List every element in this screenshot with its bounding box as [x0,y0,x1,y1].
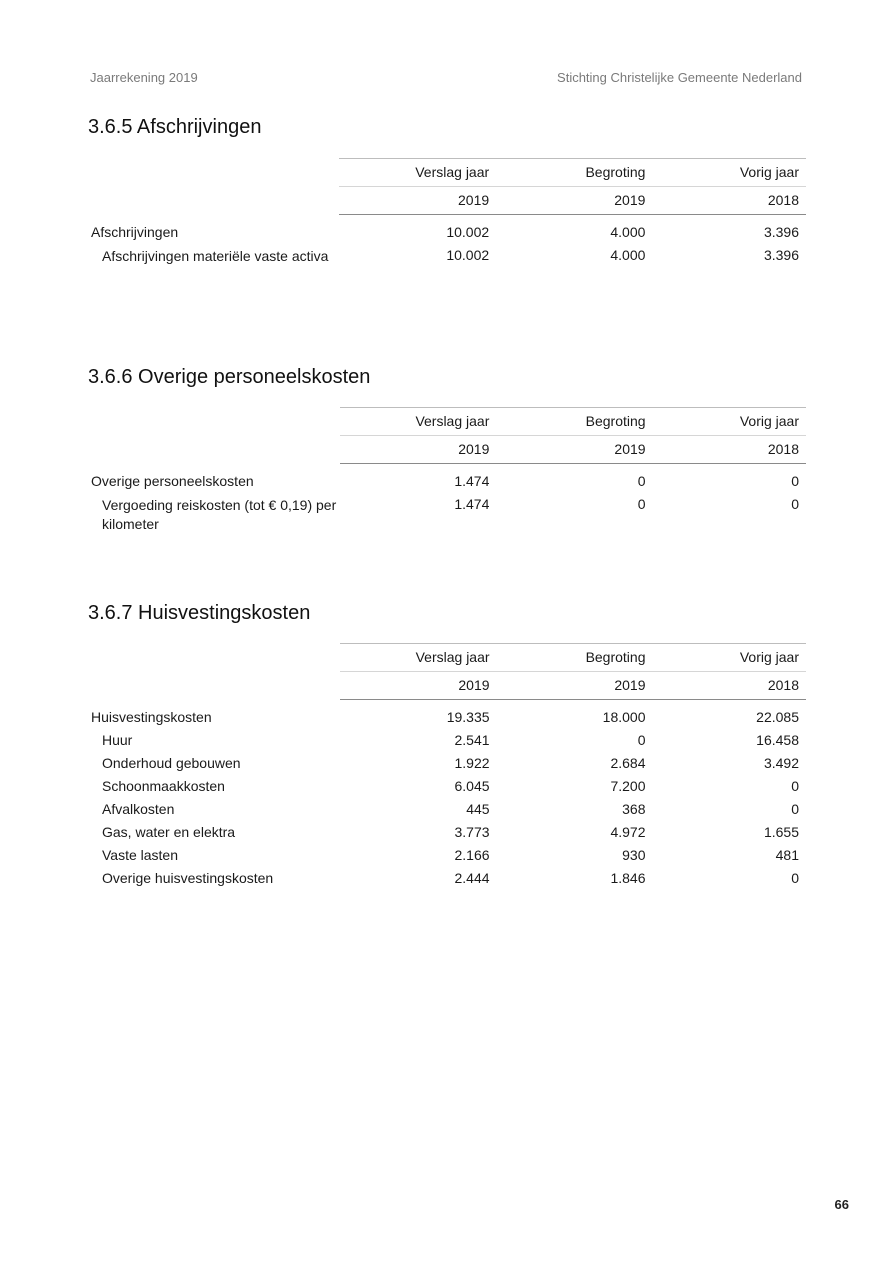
running-header-left: Jaarrekening 2019 [90,70,198,85]
cell-begroting: 7.200 [610,778,646,794]
cell-vorig-jaar: 3.396 [763,247,799,263]
table-row-total [88,709,806,732]
cell-begroting: 18.000 [602,709,646,725]
table-row [88,732,806,755]
row-label: Afvalkosten [102,801,175,817]
cell-begroting: 4.000 [610,224,646,240]
table-row [88,778,806,801]
row-label: Onderhoud gebouwen [102,755,241,771]
row-label: Gas, water en elektra [102,824,236,840]
row-label: Vaste lasten [102,847,179,863]
col-year-2: 2019 [497,672,653,700]
cell-begroting: 368 [622,801,646,817]
table-row [88,755,806,778]
table-year-row [88,672,806,700]
cell-verslag-jaar: 445 [466,801,490,817]
table-row [88,496,806,534]
section-title: 3.6.6 Overige personeelskosten [88,366,371,388]
table-header-row [88,408,806,436]
table-row [88,847,806,870]
table-year-row [88,187,806,215]
table-row-total [88,473,806,496]
col-header-vorig-jaar: Vorig jaar [653,644,807,672]
cell-begroting: 1.846 [610,870,646,886]
cell-vorig-jaar: 0 [791,778,799,794]
cell-vorig-jaar: 22.085 [756,709,799,725]
col-year-1: 2019 [340,672,496,700]
section-huisvestingskosten [88,602,806,886]
cell-verslag-jaar: 6.045 [454,778,490,794]
row-label: Afschrijvingen materiële vaste activa [102,248,329,264]
col-year-2: 2019 [496,187,652,215]
cell-vorig-jaar: 16.458 [756,732,799,748]
cell-verslag-jaar: 2.166 [454,847,490,863]
row-label: Huur [102,732,133,748]
table-row [88,247,806,270]
cell-vorig-jaar: 0 [791,801,799,817]
cell-verslag-jaar: 2.444 [454,870,490,886]
cell-begroting: 0 [637,473,646,489]
row-label: Afschrijvingen [91,224,179,240]
table-row [88,870,806,893]
cell-vorig-jaar: 0 [791,870,799,886]
table-year-row [88,436,806,464]
col-year-2: 2019 [496,436,652,464]
cell-begroting: 4.972 [610,824,646,840]
col-header-begroting: Begroting [497,644,653,672]
cell-vorig-jaar: 0 [791,473,799,489]
table-header-row [88,159,806,187]
row-label: Schoonmaakkosten [102,778,225,794]
col-header-vorig-jaar: Vorig jaar [653,408,806,436]
cell-vorig-jaar: 3.492 [763,755,799,771]
row-label: Vergoeding reiskosten (tot € 0,19) per kilometer [102,497,337,532]
table-row [88,801,806,824]
financial-table [88,158,806,270]
cell-verslag-jaar: 1.474 [454,496,490,512]
cell-begroting: 0 [637,732,646,748]
cell-vorig-jaar: 3.396 [763,224,799,240]
col-year-1: 2019 [340,436,497,464]
section-overige-personeelskosten [88,366,806,532]
cell-verslag-jaar: 3.773 [454,824,490,840]
col-year-3: 2018 [653,436,806,464]
cell-verslag-jaar: 10.002 [446,247,490,263]
row-label: Overige personeelskosten [91,473,254,489]
cell-verslag-jaar: 10.002 [446,224,490,240]
cell-begroting: 0 [637,496,646,512]
cell-vorig-jaar: 1.655 [763,824,799,840]
col-year-3: 2018 [653,672,807,700]
cell-verslag-jaar: 19.335 [446,709,490,725]
cell-verslag-jaar: 1.922 [454,755,490,771]
col-header-verslag-jaar: Verslag jaar [340,644,496,672]
financial-table [88,407,806,534]
cell-begroting: 2.684 [610,755,646,771]
cell-vorig-jaar: 481 [775,847,799,863]
col-year-1: 2019 [339,187,496,215]
col-header-verslag-jaar: Verslag jaar [339,159,496,187]
section-title: 3.6.7 Huisvestingskosten [88,602,311,624]
col-header-vorig-jaar: Vorig jaar [652,159,806,187]
section-title: 3.6.5 Afschrijvingen [88,116,262,138]
running-header-right: Stichting Christelijke Gemeente Nederland [557,70,802,85]
cell-vorig-jaar: 0 [791,496,799,512]
cell-verslag-jaar: 1.474 [454,473,490,489]
col-year-3: 2018 [652,187,806,215]
col-header-verslag-jaar: Verslag jaar [340,408,497,436]
page-number: 66 [834,1197,849,1212]
section-afschrijvingen [88,116,806,264]
financial-table [88,643,806,893]
cell-begroting: 4.000 [610,247,646,263]
row-label: Huisvestingskosten [91,709,212,725]
table-header-row [88,644,806,672]
col-header-begroting: Begroting [496,408,652,436]
table-row [88,824,806,847]
table-row-total [88,224,806,247]
row-label: Overige huisvestingskosten [102,870,274,886]
cell-begroting: 930 [622,847,646,863]
cell-verslag-jaar: 2.541 [454,732,490,748]
col-header-begroting: Begroting [496,159,652,187]
